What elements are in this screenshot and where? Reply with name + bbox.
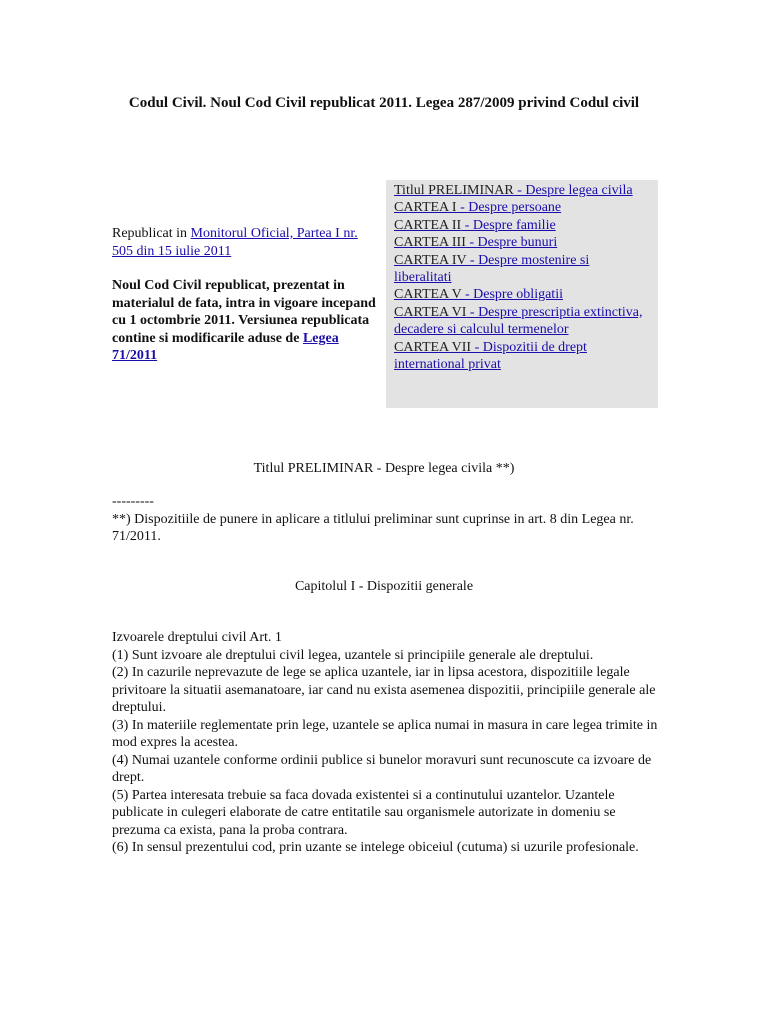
toc-item-cartea-5[interactable] bbox=[394, 286, 650, 303]
article-paragraph: (3) In materiile reglementate prin lege, uzantele se aplica numai in masura in care legea trimite in mod expres la acestea. bbox=[112, 717, 658, 750]
notice-text: Noul Cod Civil republicat, prezentat in materialul de fata, intra in vigoare incepand cu 1 octombrie 2011. Versiunea republicata contine si modificarile aduse de bbox=[112, 278, 376, 346]
article-1 bbox=[112, 629, 660, 857]
toc-item-cartea-3[interactable] bbox=[394, 234, 650, 251]
monitorul-oficial-link[interactable]: Monitorul Oficial, Partea I nr. 505 din 15 iulie 2011 bbox=[112, 226, 358, 259]
toc-item-cartea-4[interactable] bbox=[394, 252, 650, 287]
footnote bbox=[112, 493, 660, 546]
toc-title: - Despre obligatii bbox=[461, 287, 563, 303]
toc-title: - Despre legea civila bbox=[513, 183, 633, 198]
toc-item-titlul-preliminar[interactable] bbox=[394, 182, 650, 199]
toc-number: CARTEA VI bbox=[394, 304, 467, 320]
table-of-contents bbox=[386, 180, 658, 408]
republished-prefix: Republicat in bbox=[112, 226, 191, 241]
article-paragraph: (5) Partea interesata trebuie sa faca dovada existentei si a continutului uzantelor. Uzantele publicate in culegeri elaborate de catre entitatile sau organismele autorizate in domeniu se prezuma ca exista, pana la proba contrara. bbox=[112, 787, 616, 838]
footnote-separator: --------- bbox=[112, 494, 154, 509]
article-heading: Izvoarele dreptului civil Art. 1 bbox=[112, 630, 282, 645]
article-paragraph: (1) Sunt izvoare ale dreptului civil legea, uzantele si principiile generale ale dreptului. bbox=[112, 647, 594, 663]
toc-title: - Dispozitii de drept international privat bbox=[394, 339, 587, 373]
article-paragraph: (2) In cazurile neprevazute de lege se aplica uzantele, iar in lipsa acestora, dispozitiile legale privitoare la situatii asemanatoare, iar cand nu exista asemenea dispozitii, principiile generale ale dreptului. bbox=[112, 665, 656, 715]
footnote-text: **) Dispozitiile de punere in aplicare a titlului preliminar sunt cuprinse in art. 8 din Legea nr. 71/2011. bbox=[112, 511, 634, 544]
toc-number: CARTEA VII bbox=[394, 339, 472, 355]
toc-item-cartea-6[interactable] bbox=[394, 304, 650, 339]
article-paragraph: (6) In sensul prezentului cod, prin uzante se intelege obiceiul (cutuma) si uzurile profesionale. bbox=[112, 840, 639, 855]
toc-number: CARTEA V bbox=[394, 287, 462, 303]
toc-title: - Despre persoane bbox=[456, 200, 562, 216]
toc-title: - Despre prescriptia extinctiva, decadere si calculul termenelor bbox=[394, 304, 643, 338]
legea-71-link[interactable]: Legea 71/2011 bbox=[112, 330, 339, 363]
toc-number: CARTEA IV bbox=[394, 252, 467, 268]
chapter-title: Capitolul I - Dispozitii generale bbox=[294, 579, 474, 594]
toc-number: Titlul PRELIMINAR bbox=[394, 183, 514, 198]
document-title: Codul Civil. Noul Cod Civil republicat 2011. Legea 287/2009 privind Codul civil bbox=[128, 95, 640, 111]
toc-item-cartea-1[interactable] bbox=[394, 199, 650, 216]
toc-number: CARTEA I bbox=[394, 200, 457, 216]
republished-note bbox=[112, 225, 380, 260]
toc-title: - Despre mostenire si liberalitati bbox=[394, 252, 590, 286]
article-paragraph: (4) Numai uzantele conforme ordinii publice si bunelor moravuri sunt recunoscute ca izvoare de drept. bbox=[112, 752, 652, 785]
section-title: Titlul PRELIMINAR - Despre legea civila **) bbox=[253, 461, 515, 476]
intro-block bbox=[112, 225, 380, 365]
toc-number: CARTEA III bbox=[394, 235, 466, 251]
toc-title: - Despre bunuri bbox=[465, 235, 558, 251]
toc-item-cartea-7[interactable] bbox=[394, 339, 650, 374]
toc-title: - Despre familie bbox=[461, 217, 556, 233]
toc-item-cartea-2[interactable] bbox=[394, 217, 650, 234]
toc-number: CARTEA II bbox=[394, 217, 462, 233]
effective-date-notice bbox=[112, 277, 380, 365]
